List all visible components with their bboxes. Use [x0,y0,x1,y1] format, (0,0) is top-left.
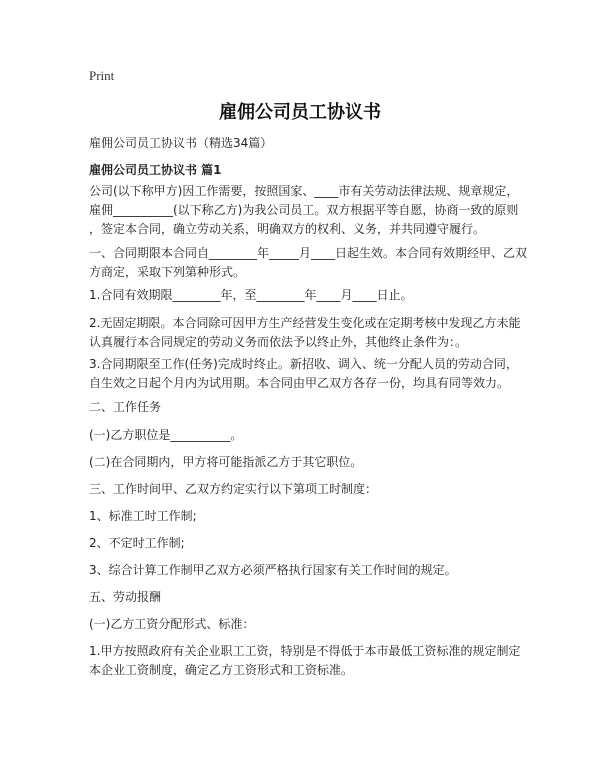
text-line: 雇佣__________(以下称乙方)为我公司员工。双方根据平等自愿，协商一致的原则 [89,203,519,217]
text-line: 本企业工资制度，确定乙方工资形式和工资标准。 [89,663,354,677]
heading-compensation [89,588,529,607]
text-line: 2.无固定期限。本合同除可因甲方生产经营发生变化或在定期考核中发现乙方未能 [89,316,521,330]
text-line: ，签定本合同，确立劳动关系，明确双方的权利、义务，并共同遵守履行。 [89,222,486,236]
text-line: 2、不定时工作制; [89,536,185,550]
paragraph-wage-standard [89,642,529,680]
document-title: 雇佣公司员工协议书 [219,102,381,123]
document-subtitle: 雇佣公司员工协议书（精选34篇） [89,136,273,150]
paragraph-term-fixed [89,286,529,305]
text-line: 五、劳动报酬 [89,590,162,604]
paragraph-wage-form [89,615,529,634]
text-line: 公司(以下称甲方)因工作需要，按照国家、____市有关劳动法律法规、规章规定， [89,184,519,198]
text-line: 1、标准工时工作制; [89,509,197,523]
paragraph-flexible-hours [89,534,529,553]
text-line: 3、综合计算工作制甲乙双方必须严格执行国家有关工作时间的规定。 [89,563,457,577]
text-line: 三、工作时间甲、乙双方约定实行以下第项工时制度： [89,482,378,496]
text-line: (二)在合同期内，甲方将可能指派乙方于其它职位。 [89,455,363,469]
text-line: 一、合同期限本合同自________年_____月____日起生效。本合同有效期经甲、乙双 [89,246,528,260]
print-label: Print [89,68,115,83]
paragraph-reassign [89,453,529,472]
text-line: (一)乙方职位是__________。 [89,428,243,442]
text-line: 3.合同期限至工作(任务)完成时终止。新招收、调入、统一分配人员的劳动合同， [89,357,518,371]
paragraph-contract-term [89,244,529,282]
text-line: 自生效之日起个月内为试用期。本合同由甲乙双方各存一份，均具有同等效力。 [89,376,510,390]
text-line: 认真履行本合同规定的劳动义务而依法予以终止外，其他终止条件为：。 [89,335,468,349]
text-line: (一)乙方工资分配形式、标准： [89,617,255,631]
text-line: 1.甲方按照政府有关企业职工工资，特别是不得低于本市最低工资标准的规定制定 [89,644,521,658]
paragraph-term-task [89,355,529,393]
paragraph-standard-hours [89,507,529,526]
text-line: 二、工作任务 [89,400,162,414]
paragraph-combined-hours [89,561,529,580]
text-line: 1.合同有效期限________年，至________年____月____日止。 [89,288,413,302]
section-heading: 雇佣公司员工协议书 篇1 [89,163,222,177]
text-line: 方商定，采取下列第种形式。 [89,265,246,279]
paragraph-intro [89,182,529,239]
heading-work-hours [89,480,529,499]
paragraph-term-open [89,314,529,352]
paragraph-position [89,426,529,445]
heading-work-tasks [89,398,529,417]
